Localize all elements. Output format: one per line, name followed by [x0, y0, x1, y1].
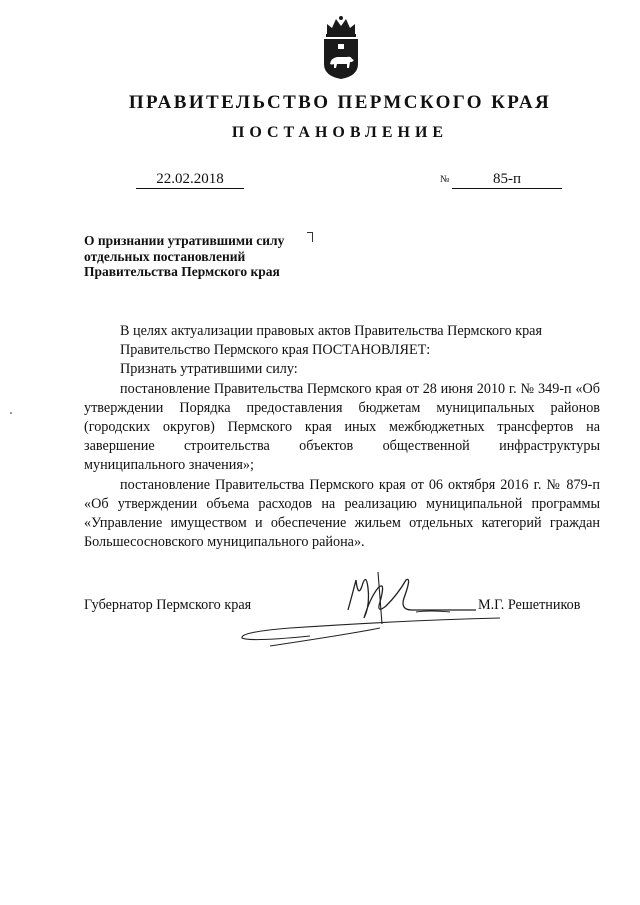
body-paragraph: постановление Правительства Пермского края от 06 октября 2016 г. № 879-п «Об утверждении объема расходов на реализацию муниципальной программы «Управление имуществом и обеспечение жильем отдельных категорий граждан Большесосновского муниципального района».: [84, 476, 600, 551]
subject-line: Правительства Пермского края: [84, 264, 280, 279]
body-paragraph: постановление Правительства Пермского края от 28 июня 2010 г. № 349-п «Об утверждении Порядка предоставления бюджетам муниципальных районов (городских округов) Пермского края иных межбюджетных трансфертов на завершение строительства объектов общественной инфраструктуры муниципального значения»;: [84, 380, 600, 474]
margin-dot: [10, 412, 12, 414]
subject-line: О признании утратившими силу: [84, 233, 285, 248]
document-type: ПОСТАНОВЛЕНИЕ: [231, 124, 449, 141]
coat-of-arms-emblem: [321, 14, 361, 80]
document-number: 85-п: [452, 171, 562, 189]
signatory-name: М.Г. Решетников: [478, 597, 581, 613]
subject-line: отдельных постановлений: [84, 248, 246, 264]
subject-corner-mark: [307, 232, 313, 242]
body-paragraph: Правительство Пермского края ПОСТАНОВЛЯЕТ:: [120, 342, 431, 359]
document-date: 22.02.2018: [136, 171, 244, 189]
body-paragraph: В целях актуализации правовых актов Правительства Пермского края: [120, 323, 542, 339]
number-sign: №: [440, 174, 450, 185]
document-body: [84, 322, 600, 552]
handwritten-signature: [230, 558, 520, 654]
organization-title: ПРАВИТЕЛЬСТВО ПЕРМСКОГО КРАЯ: [128, 92, 552, 113]
signatory-position: Губернатор Пермского края: [84, 597, 252, 613]
body-paragraph: Признать утратившими силу:: [120, 361, 298, 378]
document-subject: [84, 233, 324, 280]
